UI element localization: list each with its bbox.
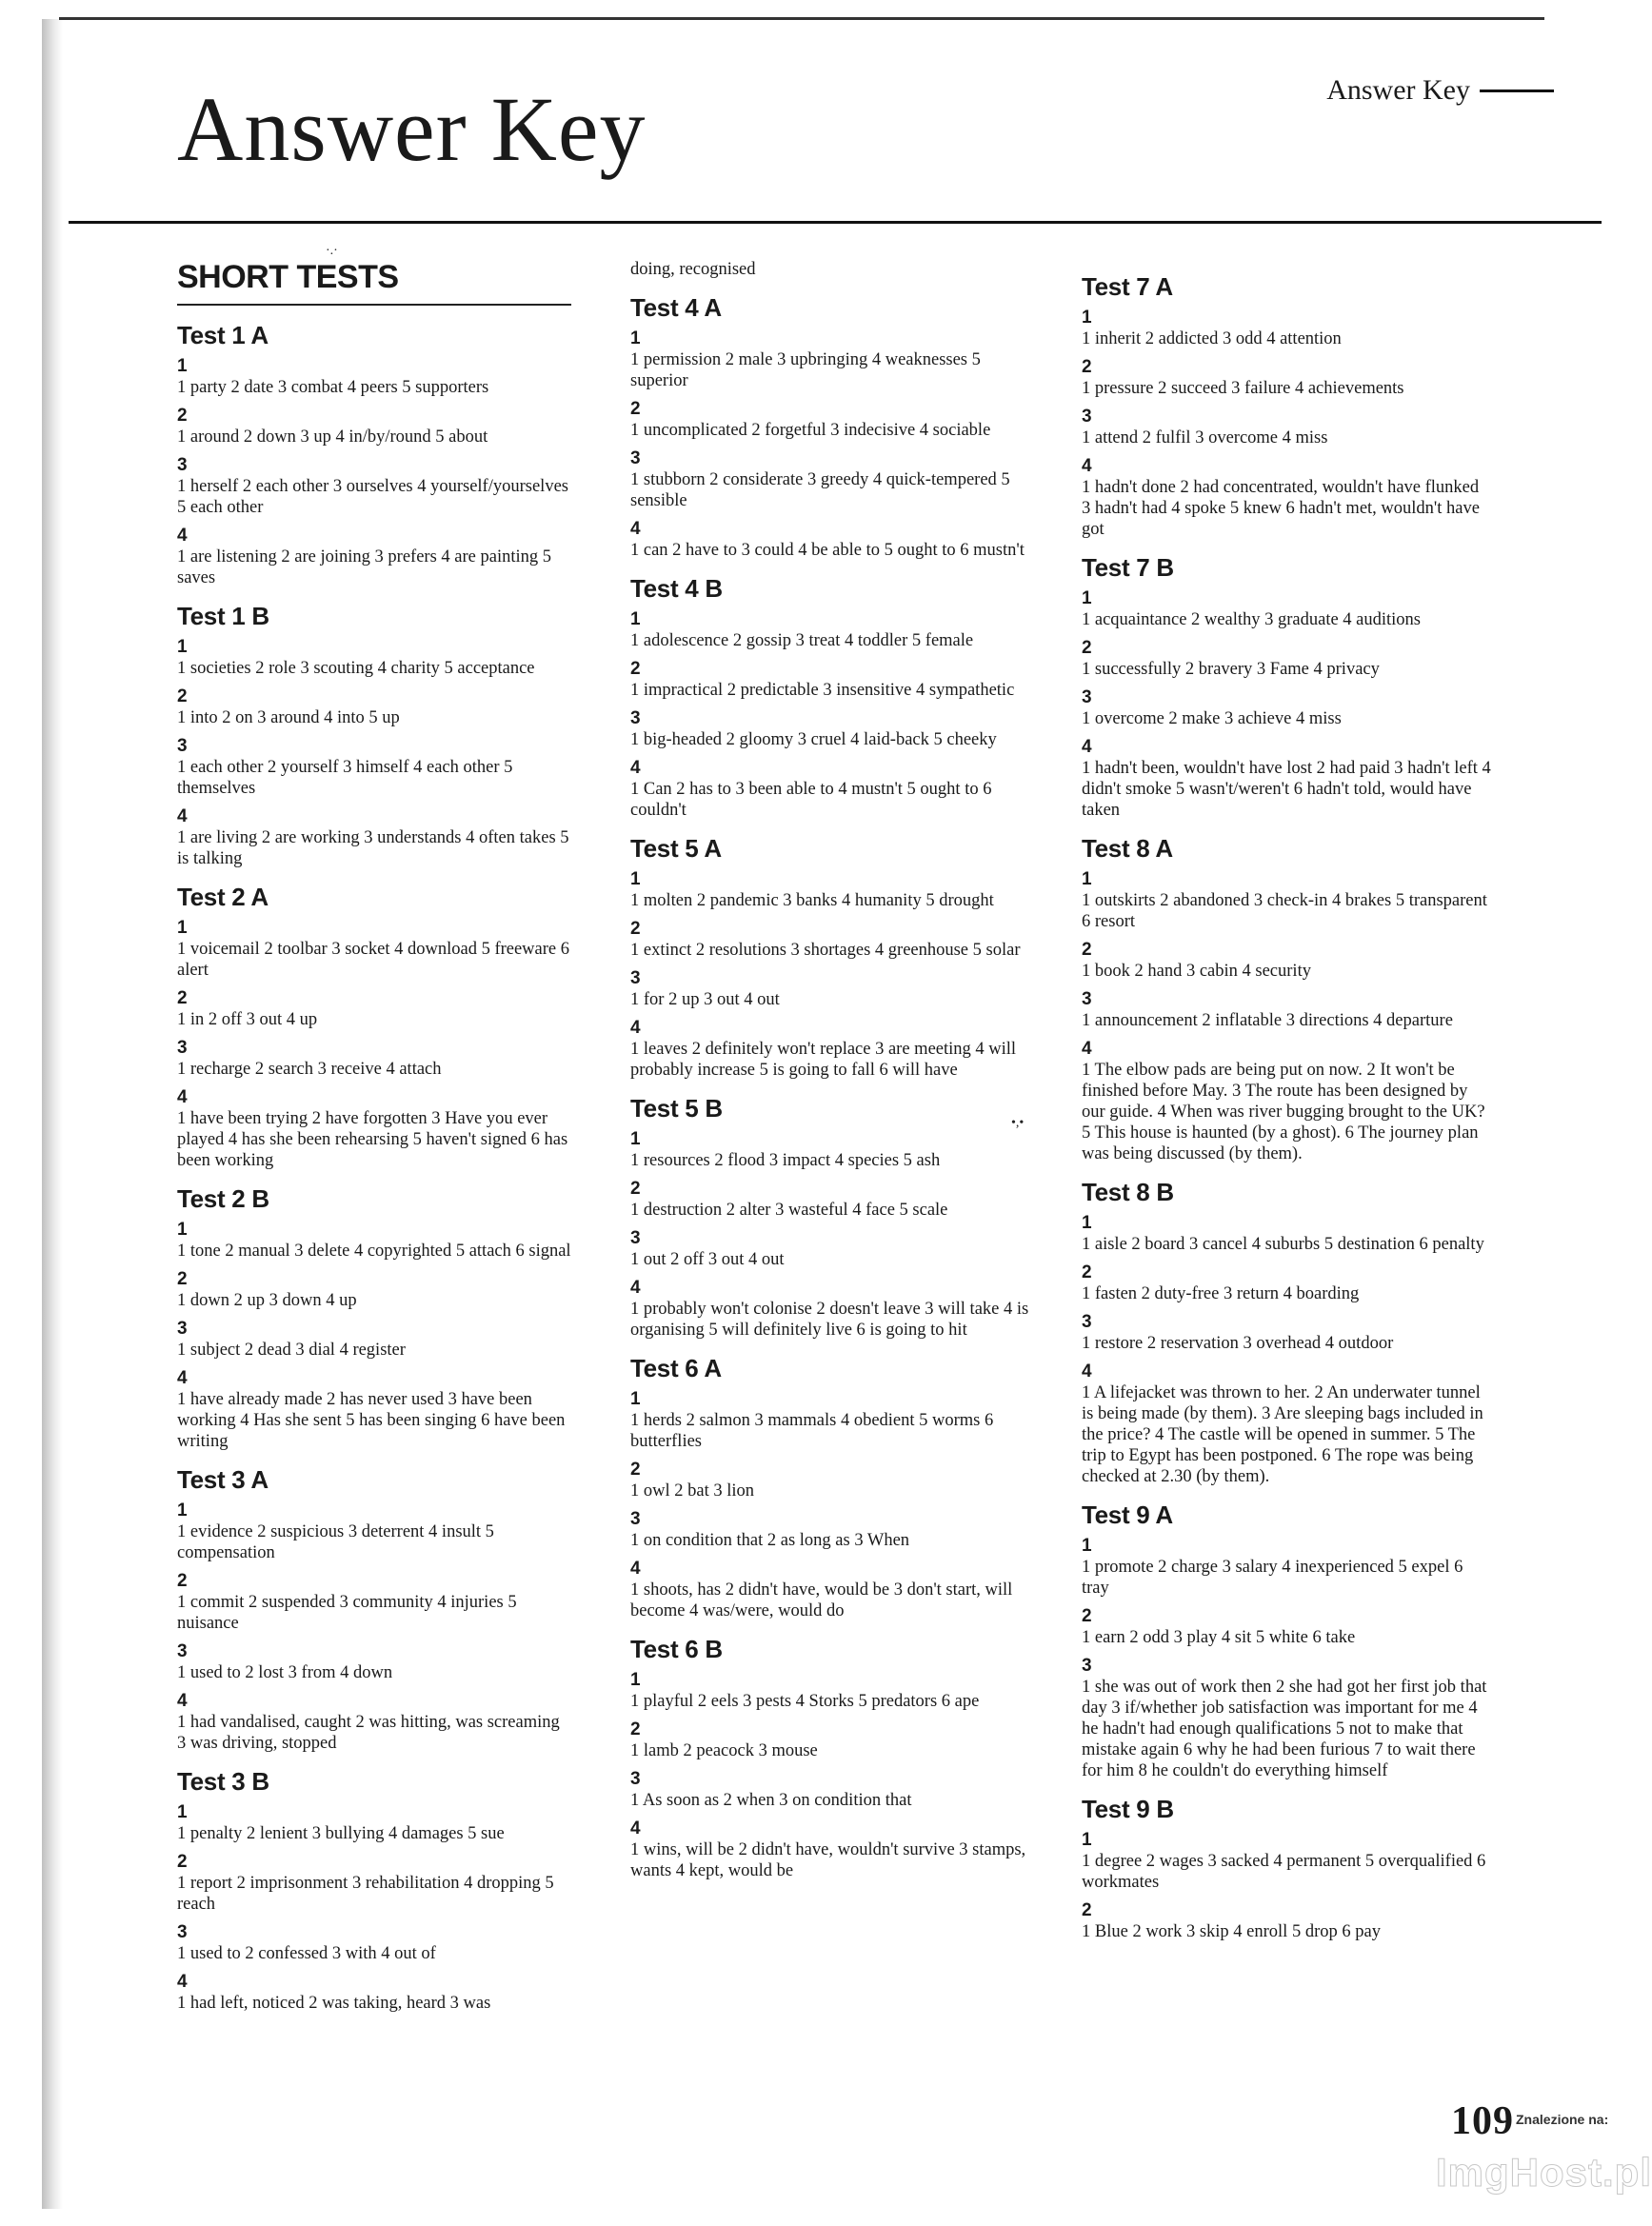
question-number: 3	[630, 448, 641, 468]
question-number: 3	[630, 1228, 641, 1248]
answer-line: 1 successfully 2 bravery 3 Fame 4 privacy	[1082, 660, 1380, 679]
question-number: 4	[630, 1278, 641, 1298]
answer-line: 1 attend 2 fulfil 3 overcome 4 miss	[1082, 428, 1328, 447]
answer-line: 1 A lifejacket was thrown to her. 2 An underwater tunnel is being made (by them). 3 Are sleeping bags included in the price? 4 The castle will be opened in summer. 5 The trip to Egypt has been postponed. 6 The rope was being checked at 2.30 (by them).	[1082, 1383, 1483, 1486]
answer-line: 1 voicemail 2 toolbar 3 socket 4 download 5 freeware 6 alert	[177, 940, 570, 980]
test-title: Test 3 A	[177, 1465, 269, 1494]
answer-line: 1 lamb 2 peacock 3 mouse	[630, 1741, 818, 1760]
question-number: 1	[177, 1501, 188, 1520]
question-number: 3	[1082, 687, 1092, 707]
answer-line: 1 overcome 2 make 3 achieve 4 miss	[1082, 709, 1342, 728]
test-title: Test 3 B	[177, 1767, 269, 1796]
column-3-tests	[1082, 272, 1491, 1942]
question-number: 2	[1082, 357, 1092, 377]
answer-line: 1 impractical 2 predictable 3 insensitive 4 sympathetic	[630, 681, 1015, 700]
question-number: 1	[630, 328, 641, 348]
answer-line: 1 acquaintance 2 wealthy 3 graduate 4 auditions	[1082, 610, 1421, 629]
question-number: 3	[1082, 407, 1092, 427]
question-number: 3	[177, 1641, 188, 1661]
question-number: 3	[630, 968, 641, 988]
answer-line: 1 adolescence 2 gossip 3 treat 4 toddler 5 female	[630, 631, 974, 650]
question-number: 3	[177, 455, 188, 475]
question-number: 1	[177, 356, 188, 376]
test-title: Test 4 A	[630, 293, 722, 322]
test-title: Test 9 A	[1082, 1501, 1173, 1529]
answer-line: 1 probably won't colonise 2 doesn't leave 3 will take 4 is organising 5 will definitely live 6 is going to hit	[630, 1300, 1029, 1340]
test-title: Test 8 B	[1082, 1178, 1174, 1206]
question-number: 2	[630, 659, 641, 679]
question-number: 4	[177, 806, 188, 826]
column-3	[1082, 259, 1491, 1950]
watermark-logo: ImgHost.pl	[1436, 2150, 1652, 2195]
answer-line: 1 promote 2 charge 3 salary 4 inexperienced 5 expel 6 tray	[1082, 1558, 1463, 1598]
question-number: 4	[1082, 1361, 1092, 1381]
question-number: 3	[630, 1509, 641, 1529]
question-number: 1	[177, 1220, 188, 1240]
answer-line: 1 The elbow pads are being put on now. 2 It won't be finished before May. 3 The route has been designed by our guide. 4 When was river bugging brought to the UK? 5 This house is haunted (by a ghost). 6 The journey plan was being discussed (by them).	[1082, 1061, 1485, 1163]
answer-line: 1 Can 2 has to 3 been able to 4 mustn't 5 ought to 6 couldn't	[630, 780, 992, 820]
question-number: 1	[1082, 308, 1092, 328]
question-number: 1	[630, 1389, 641, 1409]
answer-line: 1 for 2 up 3 out 4 out	[630, 990, 780, 1009]
answer-line: 1 playful 2 eels 3 pests 4 Storks 5 predators 6 ape	[630, 1692, 980, 1711]
answer-line: 1 used to 2 confessed 3 with 4 out of	[177, 1944, 436, 1963]
column-1-tests	[177, 321, 571, 2014]
top-rule	[59, 17, 1544, 20]
answer-line: 1 outskirts 2 abandoned 3 check-in 4 brakes 5 transparent 6 resort	[1082, 891, 1487, 931]
answer-line: 1 tone 2 manual 3 delete 4 copyrighted 5 attach 6 signal	[177, 1242, 571, 1261]
question-number: 2	[1082, 638, 1092, 658]
question-number: 2	[177, 1269, 188, 1289]
answer-line: 1 announcement 2 inflatable 3 directions 4 departure	[1082, 1011, 1453, 1030]
answer-line: 1 recharge 2 search 3 receive 4 attach	[177, 1060, 442, 1079]
section-heading: SHORT TESTS	[177, 259, 571, 306]
answer-line: 1 have already made 2 has never used 3 have been working 4 Has she sent 5 has been singing 6 have been writing	[177, 1390, 566, 1451]
answer-line: 1 penalty 2 lenient 3 bullying 4 damages 5 sue	[177, 1824, 505, 1843]
answer-line: 1 destruction 2 alter 3 wasteful 4 face 5 scale	[630, 1201, 948, 1220]
answer-line: 1 are living 2 are working 3 understands 4 often takes 5 is talking	[177, 828, 569, 868]
question-number: 2	[1082, 1900, 1092, 1920]
column-lead-text: doing, recognised	[630, 260, 756, 279]
answer-line: 1 wins, will be 2 didn't have, wouldn't survive 3 stamps, wants 4 kept, would be	[630, 1840, 1026, 1880]
test-title: Test 8 A	[1082, 834, 1173, 863]
test-title: Test 7 B	[1082, 553, 1174, 582]
question-number: 1	[630, 1129, 641, 1149]
answer-line: 1 each other 2 yourself 3 himself 4 each other 5 themselves	[177, 758, 513, 798]
question-number: 4	[630, 1819, 641, 1838]
question-number: 1	[1082, 1536, 1092, 1556]
question-number: 1	[1082, 869, 1092, 889]
test-block	[630, 1635, 1030, 1881]
answer-line: 1 in 2 off 3 out 4 up	[177, 1010, 318, 1029]
answer-line: 1 commit 2 suspended 3 community 4 injuries 5 nuisance	[177, 1593, 517, 1633]
question-number: 3	[177, 1922, 188, 1942]
test-block	[630, 834, 1030, 1081]
test-title: Test 1 A	[177, 321, 269, 349]
answer-line: 1 shoots, has 2 didn't have, would be 3 don't start, will become 4 was/were, would do	[630, 1580, 1013, 1620]
answer-line: 1 permission 2 male 3 upbringing 4 weaknesses 5 superior	[630, 350, 981, 390]
answer-line: 1 down 2 up 3 down 4 up	[177, 1291, 357, 1310]
answer-line: 1 out 2 off 3 out 4 out	[630, 1250, 785, 1269]
question-number: 1	[1082, 1213, 1092, 1233]
test-block	[1082, 1178, 1491, 1487]
scan-shadow	[42, 19, 63, 2209]
question-number: 2	[1082, 1262, 1092, 1282]
column-2-tests	[630, 293, 1030, 1881]
question-number: 2	[630, 1719, 641, 1739]
answer-line: 1 are listening 2 are joining 3 prefers 4 are painting 5 saves	[177, 547, 551, 587]
answer-line: 1 hadn't done 2 had concentrated, wouldn't have flunked 3 hadn't had 4 spoke 5 knew 6 hadn't met, wouldn't have got	[1082, 478, 1480, 539]
scan-speck: ·.·	[326, 244, 338, 258]
question-number: 3	[177, 1319, 188, 1339]
answer-line: 1 earn 2 odd 3 play 4 sit 5 white 6 take	[1082, 1628, 1356, 1647]
answer-line: 1 As soon as 2 when 3 on condition that	[630, 1791, 912, 1810]
question-number: 4	[630, 1559, 641, 1579]
answer-line: 1 leaves 2 definitely won't replace 3 are meeting 4 will probably increase 5 is going to fall 6 will have	[630, 1040, 1017, 1080]
answer-line: 1 party 2 date 3 combat 4 peers 5 supporters	[177, 378, 489, 397]
answer-line: 1 used to 2 lost 3 from 4 down	[177, 1663, 393, 1682]
answer-line: 1 can 2 have to 3 could 4 be able to 5 ought to 6 mustn't	[630, 541, 1025, 560]
question-number: 2	[177, 1852, 188, 1872]
question-number: 2	[177, 988, 188, 1008]
test-block	[177, 883, 571, 1171]
test-block	[1082, 272, 1491, 540]
question-number: 2	[177, 686, 188, 706]
question-number: 1	[177, 1802, 188, 1822]
answer-line: 1 herself 2 each other 3 ourselves 4 yourself/yourselves 5 each other	[177, 477, 568, 517]
answer-line: 1 book 2 hand 3 cabin 4 security	[1082, 962, 1311, 981]
question-number: 2	[630, 1179, 641, 1199]
test-block	[630, 1354, 1030, 1621]
test-title: Test 1 B	[177, 602, 269, 630]
test-title: Test 2 B	[177, 1184, 269, 1213]
question-number: 2	[630, 1460, 641, 1480]
test-title: Test 6 A	[630, 1354, 722, 1382]
test-block	[1082, 1501, 1491, 1781]
answer-line: 1 resources 2 flood 3 impact 4 species 5 ash	[630, 1151, 941, 1170]
answer-line: 1 report 2 imprisonment 3 rehabilitation 4 dropping 5 reach	[177, 1874, 554, 1914]
question-number: 1	[630, 1670, 641, 1690]
test-block	[177, 321, 571, 588]
column-2	[630, 259, 1030, 1889]
test-block	[1082, 553, 1491, 821]
question-number: 3	[1082, 1312, 1092, 1332]
question-number: 4	[1082, 456, 1092, 476]
question-number: 3	[177, 1038, 188, 1058]
answer-line: 1 big-headed 2 gloomy 3 cruel 4 laid-back 5 cheeky	[630, 730, 997, 749]
answer-line: 1 degree 2 wages 3 sacked 4 permanent 5 overqualified 6 workmates	[1082, 1852, 1486, 1892]
question-number: 4	[630, 519, 641, 539]
test-title: Test 6 B	[630, 1635, 723, 1663]
scan-speck: •,•	[1011, 1116, 1025, 1130]
question-number: 4	[177, 1972, 188, 1992]
question-number: 4	[630, 1018, 641, 1038]
question-number: 2	[1082, 1606, 1092, 1626]
test-block	[177, 1184, 571, 1452]
answer-line: 1 molten 2 pandemic 3 banks 4 humanity 5 drought	[630, 891, 994, 910]
answer-line: 1 had left, noticed 2 was taking, heard 3 was	[177, 1994, 491, 2013]
test-title: Test 7 A	[1082, 272, 1173, 301]
question-number: 4	[1082, 1039, 1092, 1059]
test-block	[1082, 1795, 1491, 1942]
question-number: 4	[177, 1087, 188, 1107]
question-number: 2	[177, 406, 188, 426]
running-head-label: Answer Key	[1326, 74, 1470, 106]
answer-line: 1 pressure 2 succeed 3 failure 4 achievements	[1082, 379, 1404, 398]
answer-line: 1 aisle 2 board 3 cancel 4 suburbs 5 destination 6 penalty	[1082, 1235, 1484, 1254]
question-number: 3	[1082, 989, 1092, 1009]
answer-line: 1 herds 2 salmon 3 mammals 4 obedient 5 worms 6 butterflies	[630, 1411, 994, 1451]
answer-line: 1 owl 2 bat 3 lion	[630, 1481, 755, 1501]
test-title: Test 5 A	[630, 834, 722, 863]
answer-line: 1 subject 2 dead 3 dial 4 register	[177, 1341, 406, 1360]
question-number: 2	[1082, 940, 1092, 960]
test-block	[630, 293, 1030, 561]
test-title: Test 5 B	[630, 1094, 723, 1123]
running-head	[1326, 74, 1554, 107]
test-title: Test 9 B	[1082, 1795, 1174, 1823]
answer-line: 1 stubborn 2 considerate 3 greedy 4 quick-tempered 5 sensible	[630, 470, 1010, 510]
answer-line: 1 inherit 2 addicted 3 odd 4 attention	[1082, 329, 1342, 348]
test-block	[177, 602, 571, 869]
answer-line: 1 evidence 2 suspicious 3 deterrent 4 insult 5 compensation	[177, 1522, 494, 1562]
answer-line: 1 Blue 2 work 3 skip 4 enroll 5 drop 6 pay	[1082, 1922, 1381, 1941]
question-number: 4	[177, 1368, 188, 1388]
question-number: 1	[177, 637, 188, 657]
test-block	[630, 574, 1030, 821]
answer-line: 1 societies 2 role 3 scouting 4 charity 5 acceptance	[177, 659, 535, 678]
answer-line: 1 into 2 on 3 around 4 into 5 up	[177, 708, 400, 727]
answer-line: 1 have been trying 2 have forgotten 3 Have you ever played 4 has she been rehearsing 5 haven't signed 6 has been working	[177, 1109, 568, 1170]
test-block	[177, 1767, 571, 2014]
test-block	[1082, 834, 1491, 1164]
page-title: Answer Key	[177, 78, 647, 180]
question-number: 3	[630, 1769, 641, 1789]
test-block	[177, 1465, 571, 1754]
question-number: 2	[630, 919, 641, 939]
question-number: 4	[630, 758, 641, 778]
question-number: 1	[630, 609, 641, 629]
test-title: Test 2 A	[177, 883, 269, 911]
answer-line: 1 uncomplicated 2 forgetful 3 indecisive 4 sociable	[630, 421, 991, 440]
header-rule	[69, 221, 1602, 224]
answer-line: 1 extinct 2 resolutions 3 shortages 4 greenhouse 5 solar	[630, 941, 1021, 960]
question-number: 3	[177, 736, 188, 756]
question-number: 1	[177, 918, 188, 938]
answer-line: 1 she was out of work then 2 she had got her first job that day 3 if/whether job satisfaction was important for me 4 he hadn't had enough qualifications 5 not to make that mistake again 6 why he had been furious 7 to wait there for him 8 he couldn't do everything himself	[1082, 1678, 1487, 1780]
question-number: 2	[630, 399, 641, 419]
running-head-rule	[1480, 89, 1554, 92]
question-number: 1	[630, 869, 641, 889]
question-number: 1	[1082, 1830, 1092, 1850]
question-number: 4	[177, 526, 188, 546]
answer-line: 1 had vandalised, caught 2 was hitting, was screaming 3 was driving, stopped	[177, 1713, 560, 1753]
answer-line: 1 on condition that 2 as long as 3 When	[630, 1531, 910, 1550]
test-title: Test 4 B	[630, 574, 723, 603]
question-number: 1	[1082, 588, 1092, 608]
question-number: 3	[1082, 1656, 1092, 1676]
question-number: 3	[630, 708, 641, 728]
answer-line: 1 around 2 down 3 up 4 in/by/round 5 about	[177, 427, 488, 447]
answer-line: 1 fasten 2 duty-free 3 return 4 boarding	[1082, 1284, 1360, 1303]
watermark-caption: Znalezione na:	[1516, 2112, 1609, 2127]
answer-line: 1 restore 2 reservation 3 overhead 4 outdoor	[1082, 1334, 1394, 1353]
question-number: 4	[177, 1691, 188, 1711]
page-number: 109	[1451, 2099, 1514, 2143]
column-1	[177, 259, 571, 2021]
question-number: 4	[1082, 737, 1092, 757]
test-block	[630, 1094, 1030, 1341]
question-number: 2	[177, 1571, 188, 1591]
answer-line: 1 hadn't been, wouldn't have lost 2 had paid 3 hadn't left 4 didn't smoke 5 wasn't/weren't 6 hadn't told, would have taken	[1082, 759, 1491, 820]
